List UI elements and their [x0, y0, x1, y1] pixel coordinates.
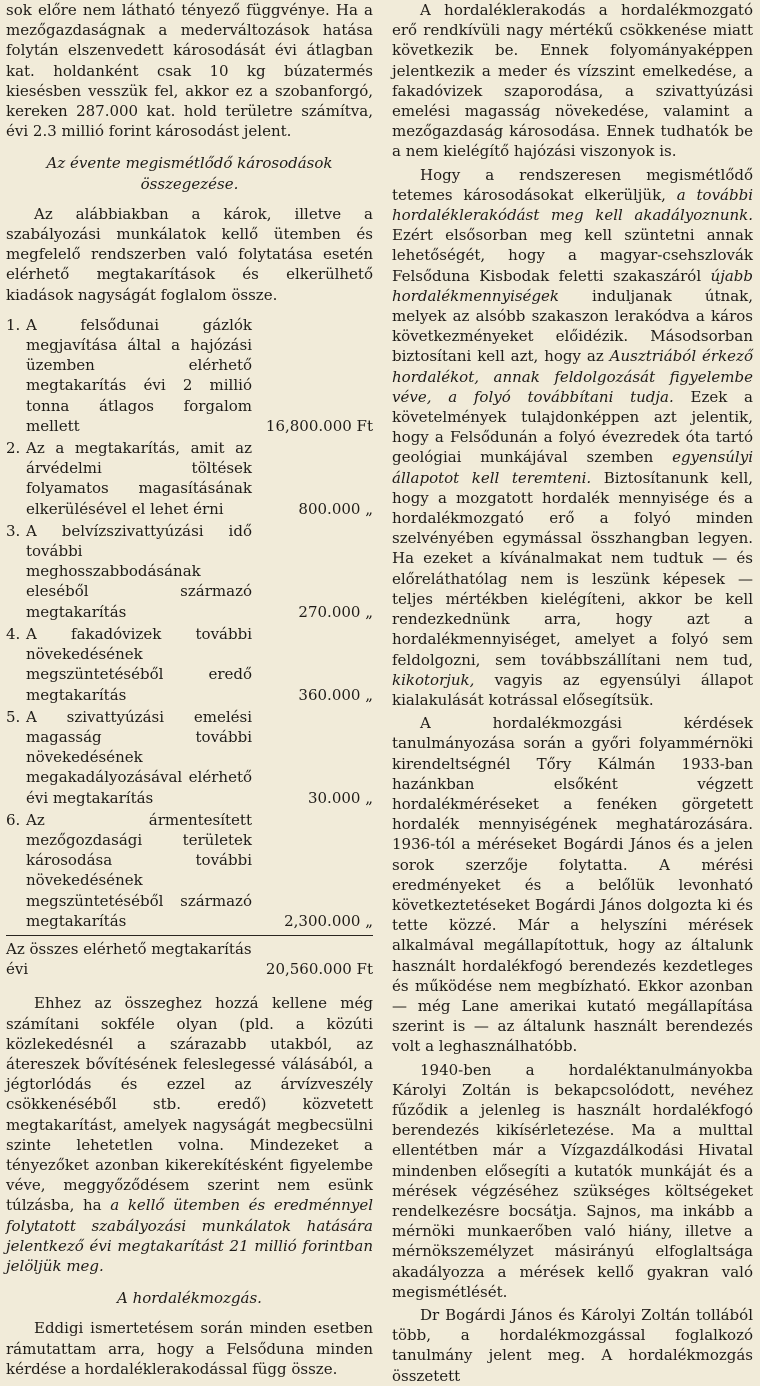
- item-number: 6.: [6, 810, 21, 829]
- item-number: 4.: [6, 624, 21, 643]
- requirements-paragraph: [392, 165, 753, 710]
- item-text: Az a megtakarítás, amit az árvédelmi töltések folyamatos magasításának elkerülésével el lehet érni: [26, 439, 252, 518]
- emphasis-text: Ausztriából érkező hordalékot, annak feldolgozását figyelembe véve, a folyó továbbítani tudja.: [392, 347, 753, 406]
- emphasis-text: a kellő ütemben és eredménnyel folytatott szabályozási munkálatok hatására jelentkező évi megtakarítást 21 millió forintban jelöljük meg.: [6, 1196, 373, 1275]
- item-text: Az ármentesített mezőgozdasági területek károsodása további növekedésének megszüntetéséből származó megtakarítás: [26, 810, 252, 930]
- indirect-savings-paragraph: [6, 993, 373, 1276]
- left-column: [6, 0, 373, 1379]
- paragraph-text: Biztosítanunk kell, hogy a mozgatott hordalék mennyisége és a hordalékmozgató erő a folyó minden szelvényében egymással összhangban legyen. Ha ezeket a kívánalmakat nem tudtuk — és előreláthatólag nem is leszünk képesek — teljes mértékben kielégíteni, akkor be kell rendezkednünk arra, hogy azt a hordalékmennyiséget, amelyet a folyó sem feldolgozni, sem továbbszállítani nem tud,: [392, 468, 754, 669]
- paragraph-text: Ezek a követelmények tulajdonképpen azt jelentik, hogy a Felsődunán a folyó évezredek óta tartó geológiai munkájával szemben: [392, 387, 753, 467]
- item-number: 1.: [6, 315, 21, 334]
- emphasis-text: kikotorjuk,: [392, 670, 475, 689]
- item-text: A felsődunai gázlók megjavítása által a hajózási üzemben elérhető megtakarítás évi 2 millió tonna átlagos forgalom mellett: [26, 315, 252, 435]
- item-number: 2.: [6, 439, 21, 458]
- savings-item: [6, 810, 373, 931]
- total-amount: 20,560.000 Ft: [265, 960, 373, 979]
- section-heading-sediment: A hordalékmozgás.: [117, 1289, 262, 1308]
- measurement-history-paragraph: A hordalékmozgási kérdések tanulmányozása során a győri folyammérnöki kirendeltségnél Tőry Kálmán 1933-ban hazánkban elsőként végzett hordalékméréseket a fenéken görgetett hordalék mennyiségének meghatározására. 1936-tól a méréseket Bogárdi János és a jelen sorok szerzője folytatta. A mérési eredményeket és a belőlük levonható következtetéseket Bogárdi János dolgozta ki és tette közzé. Már a helyszíni mérések alkalmával megállapítottuk, hogy az általunk használt hordalékfogó berendezés kezdetleges és működése nem megbízható. Ekkor azonban — még Lane amerikai kutató megállapítása szerint is — az általunk használt berendezés volt a leghasználhatóbb.: [392, 714, 753, 1056]
- intro-paragraph: sok előre nem látható tényező függvénye. Ha a mezőgazdaságnak a mederváltozások hatása folytán elszenvedett károsodását évi átlagban kat. holdanként csak 10 kg búzatermés kiesésben vesszük fel, akkor ez a szobanforgó, kereken 287.000 kat. hold területre számítva, évi 2.3 millió forint károsodást jelent.: [6, 1, 373, 141]
- paragraph-text: induljanak útnak, melyek az alsóbb szakaszon lerakódva a káros következményeket előidézik. Másodsorban biztosítani kell azt, hogy az: [392, 286, 753, 366]
- item-amount: 30.000 „: [307, 788, 373, 807]
- item-amount: 360.000 „: [298, 685, 373, 704]
- savings-item: [6, 624, 373, 705]
- item-number: 5.: [6, 707, 21, 726]
- section-heading-summary: Az évente megismétlődő károsodások összegezése.: [46, 154, 333, 193]
- item-amount: 270.000 „: [298, 602, 373, 621]
- item-amount: 800.000 „: [298, 499, 373, 518]
- item-text: A belvízszivattyúzási idő további meghosszabbodásának eleséből származó megtakarítás: [26, 521, 252, 621]
- publications-paragraph: Dr Bogárdi János és Károlyi Zoltán tollából több, a hordalékmozgással foglalkozó tanulmány jelent meg. A hordalékmozgás összetett: [392, 1306, 753, 1385]
- item-text: A fakadóvizek további növekedésének megszüntetéséből eredő megtakarítás: [26, 624, 252, 704]
- savings-list: [6, 315, 373, 931]
- savings-item: [6, 521, 373, 622]
- emphasis-text: egyensúlyi állapotot kell teremteni.: [392, 448, 753, 487]
- emphasis-text: újabb hordalékmennyiségek: [392, 266, 753, 305]
- summary-paragraph: Az alábbiakban a károk, illetve a szabályozási munkálatok kellő ütemben és megfelelő rendszerben való folytatása esetén elérhető megtakarítások és elkerülhető kiadások nagyságát foglalom össze.: [6, 204, 373, 304]
- paragraph-text: vagyis az egyensúlyi állapot kialakulását kotrással elősegítsük.: [392, 670, 753, 709]
- savings-item: [6, 315, 373, 436]
- savings-item: [6, 438, 373, 519]
- item-text: A szivattyúzási emelési magasság további növekedésének megakadályozásával elérhető évi megtakarítás: [26, 707, 252, 807]
- total-label: Az összes elérhető megtakarítás évi: [6, 939, 252, 979]
- paragraph-text: Hogy a rendszeresen megismétlődő tetemes károsodásokat elkerüljük,: [392, 165, 753, 204]
- paragraph-text: Ehhez az összeghez hozzá kellene még számítani sokféle olyan (pld. a közúti közlekedésnél a szárazabb utakból, az átereszek bővítésének feleslegessé válásából, a jégtorlódás és ezzel az árvízveszély csökkenéséből stb. eredő) közvetett megtakarítást, amelyek nagyságát megbecsülni szinte lehetetlen volna. Mindezeket a tényezőket azonban kikerekítésként figyelembe véve, meggyőződésem szerint nem esünk túlzásba, ha: [6, 994, 373, 1215]
- emphasis-text: a további hordaléklerakódást meg kell akadályoznunk.: [392, 185, 753, 225]
- savings-total: [6, 939, 373, 979]
- sediment-intro-paragraph: Eddigi ismertetésem során minden esetben rámutattam arra, hogy a Felsőduna minden kérdése a hordaléklerakodással függ össze.: [6, 1319, 373, 1378]
- item-number: 3.: [6, 521, 21, 540]
- research-paragraph: 1940-ben a hordaléktanulmányokba Károlyi Zoltán is bekapcsolódott, nevéhez fűződik a jelenleg is használt hordalékfogó berendezés kikísérletezése. Ma a multtal ellentétben már a Vízgazdálkodási Hivatal mindenben elősegíti a kutatók munkáját és a mérések végzéséhez szükséges költségeket rendelkezésre bocsátja. Sajnos, ma inkább a mérnöki munkaerőben való hiány, illetve a mérnökszemélyzet másirányú elfoglaltsága akadályozza a mérések kellő gyakran való megismétlését.: [392, 1060, 753, 1301]
- savings-item: [6, 707, 373, 808]
- deposition-paragraph: A hordaléklerakodás a hordalékmozgató erő rendkívüli nagy mértékű csökkenése miatt következik be. Ennek folyományaképpen jelentkezik a meder és vízszint emelkedése, a fakadóvizek szaporodása, a szivattyúzási emelési magasság növekedése, valamint a mezőgazdaság károsodása. Ennek tudhatók be a nem kielégítő hajózási viszonyok is.: [392, 1, 753, 161]
- paragraph-text: Ezért elsősorban meg kell szüntetni annak lehetőségét, hogy a magyar-csehszlovák Felsőduna Kisbodak feletti szakaszáról: [392, 226, 753, 285]
- total-divider: [6, 935, 373, 936]
- item-amount: 2,300.000 „: [284, 911, 373, 930]
- right-column: [392, 0, 753, 1386]
- item-amount: 16,800.000 Ft: [265, 416, 373, 435]
